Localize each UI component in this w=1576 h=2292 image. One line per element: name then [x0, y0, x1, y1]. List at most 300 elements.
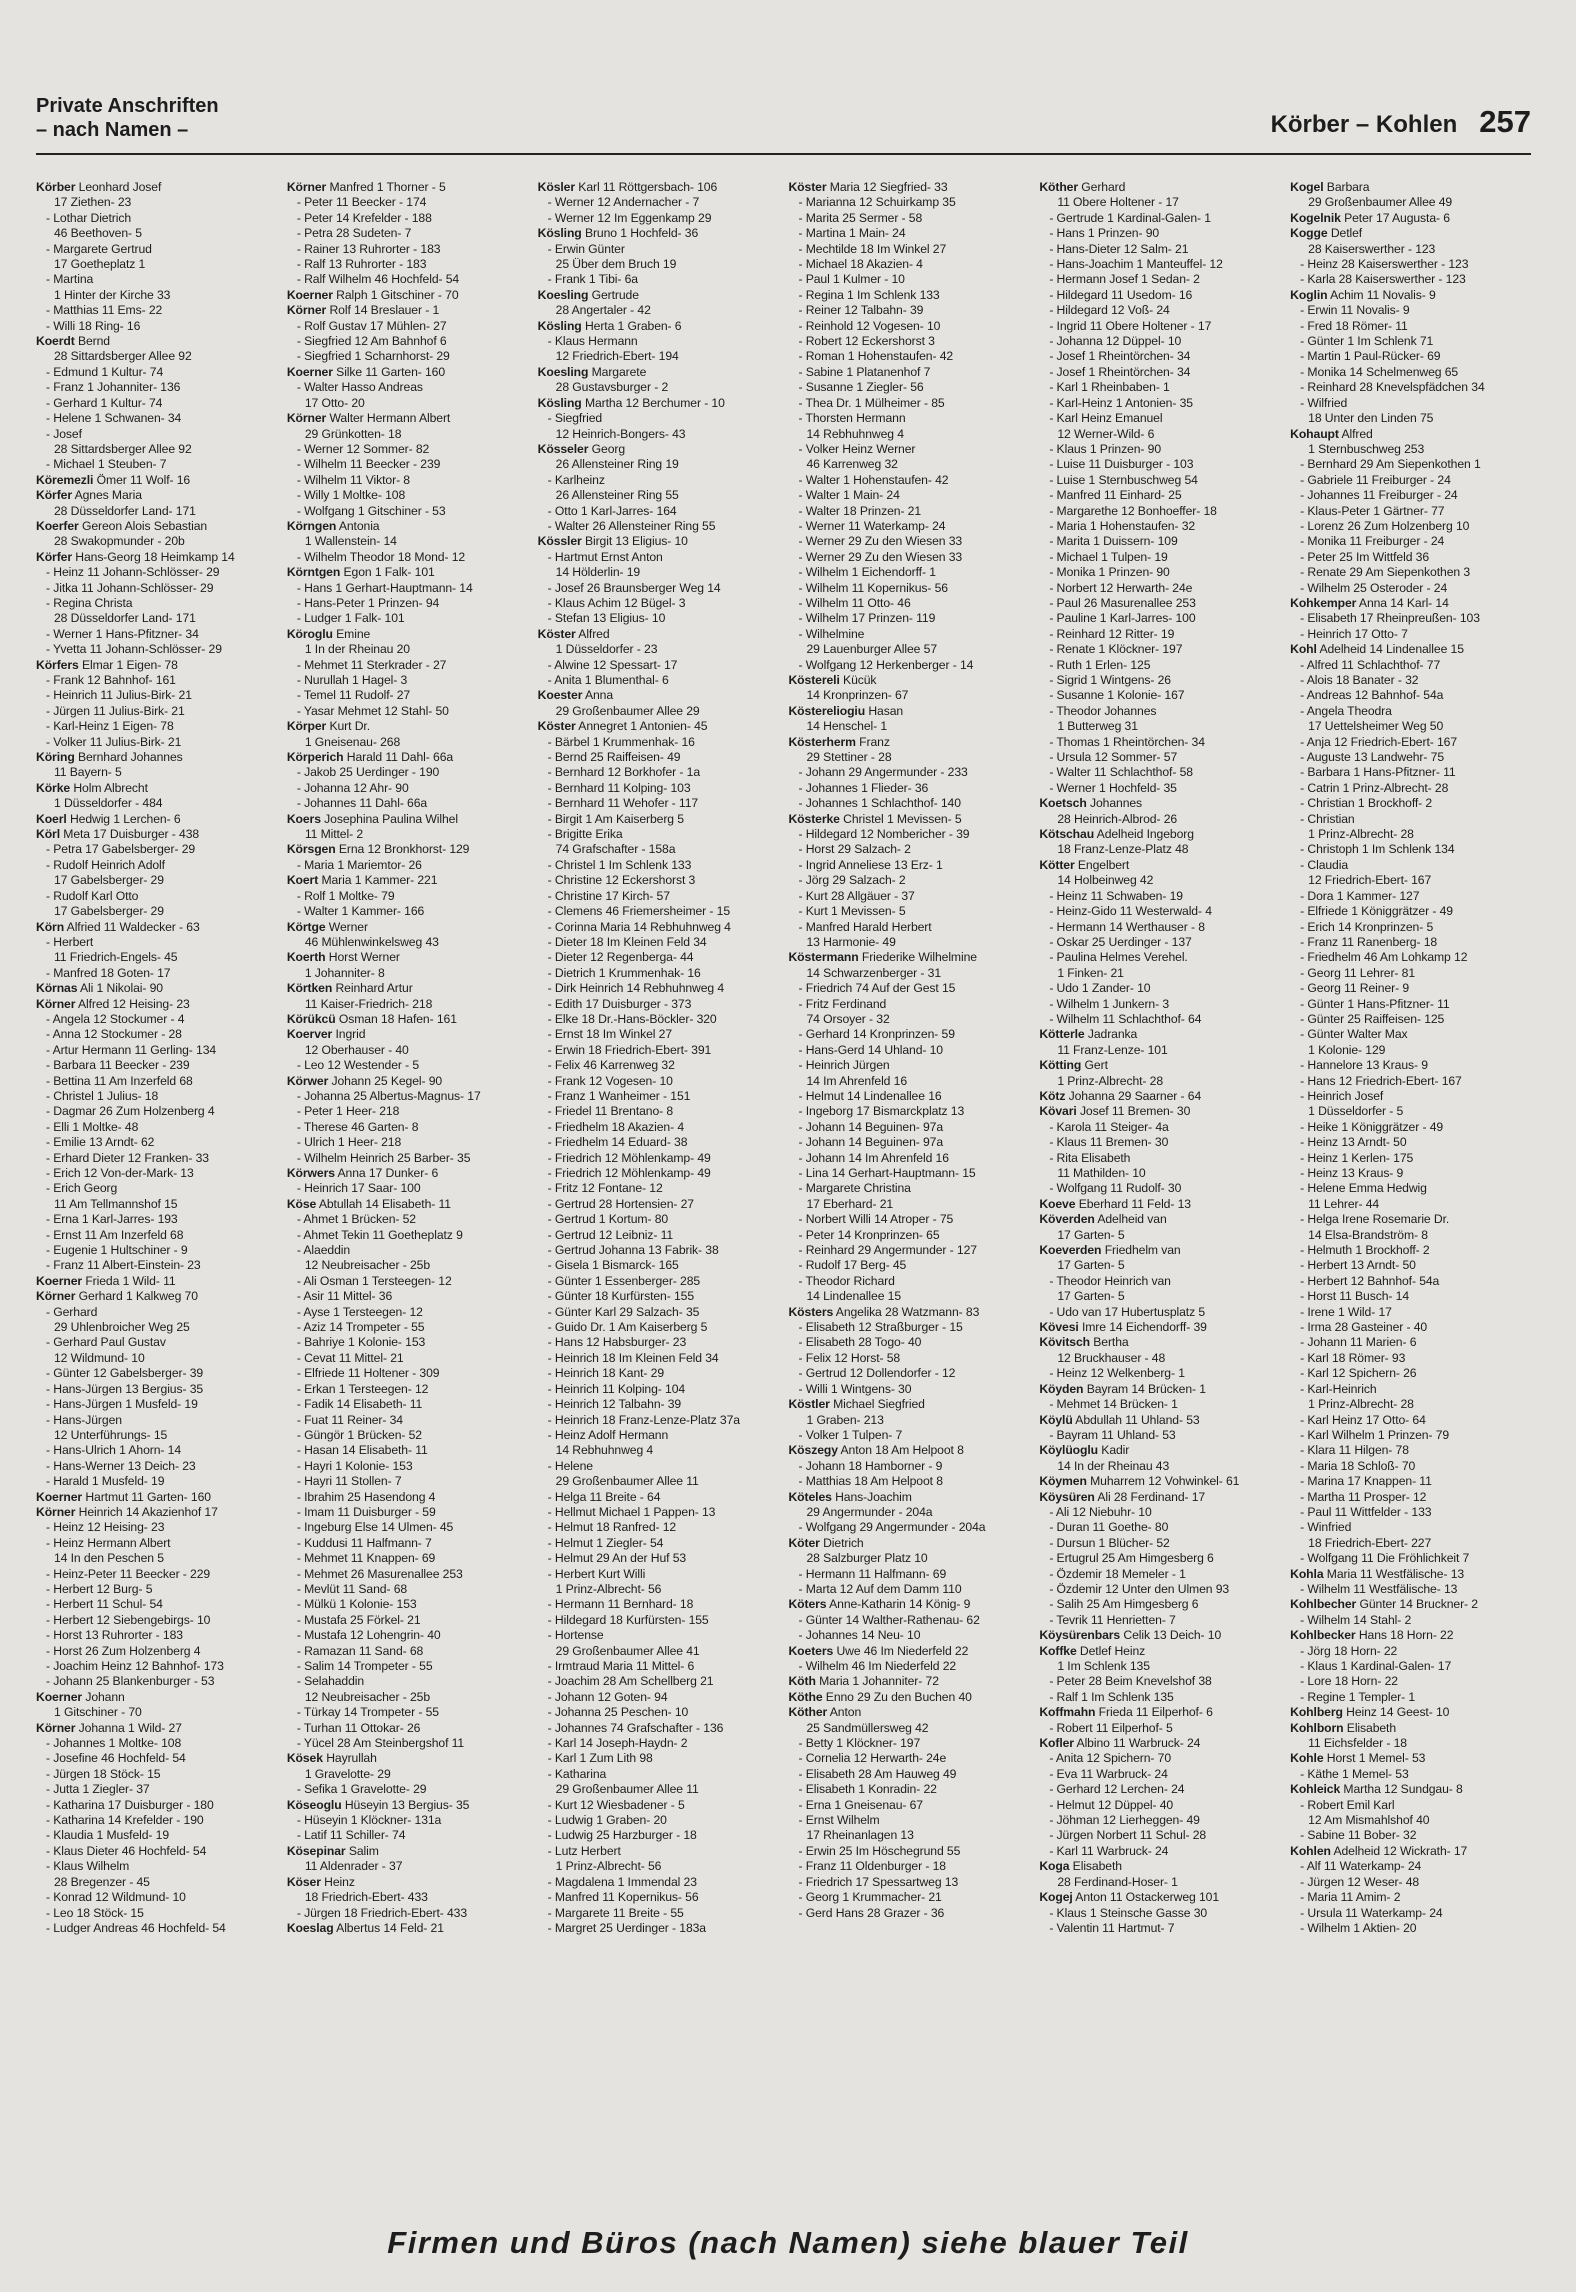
entry-address-continuation: 28 Bregenzer - 45	[54, 1874, 150, 1889]
entry-surname: Körl	[36, 827, 60, 842]
entry-detail: Maria 1 Kammer- 221	[318, 873, 438, 888]
directory-column	[1039, 180, 1280, 2095]
entry-detail: Gertrude	[588, 287, 639, 302]
entry-given-name-line: - Erich Georg	[46, 1181, 118, 1196]
entry-surname: Kösler	[537, 180, 575, 194]
entry-given-name-line: - Heinz 13 Kraus- 9	[1300, 1166, 1404, 1180]
entry-surname: Köstermann	[788, 950, 859, 965]
section-header	[36, 94, 219, 142]
entry-given-name-line: - Matthias 11 Ems- 22	[46, 303, 163, 318]
entry-detail: Alfred	[1338, 426, 1373, 441]
entry-given-name-line: - Regina Christa	[46, 595, 133, 610]
entry-detail: Elisabeth	[1069, 1859, 1122, 1874]
entry-detail: Anna	[582, 688, 614, 703]
entry-given-name-line: - Johanna 12 Ahr- 90	[296, 780, 409, 795]
entry-given-name-line: - Udo 1 Zander- 10	[1049, 981, 1151, 996]
entry-detail: Georg	[588, 441, 626, 456]
entry-given-name-line: - Dagmar 26 Zum Holzenberg 4	[46, 1104, 215, 1119]
entry-given-name-line: - Ahmet Tekin 11 Goetheplatz 9	[296, 1227, 463, 1242]
entry-address-continuation: 17 Uettelsheimer Weg 50	[1308, 719, 1444, 734]
entry-surname: Köring	[36, 750, 75, 765]
entry-given-name-line: - Rolf Gustav 17 Mühlen- 27	[296, 318, 447, 333]
entry-detail: Ali 28 Ferdinand- 17	[1094, 1489, 1206, 1504]
entry-detail: Ralph 1 Gitschiner - 70	[332, 287, 459, 302]
entry-surname: Kogel	[1290, 180, 1324, 194]
entry-address-continuation: 17 Gabelsberger- 29	[54, 873, 164, 888]
entry-given-name-line: - Erkan 1 Tersteegen- 12	[296, 1381, 429, 1396]
entry-given-name-line: - Wilhelm 11 Beecker - 239	[296, 457, 441, 472]
entry-address-continuation: 12 Werner-Wild- 6	[1057, 426, 1155, 441]
entry-given-name-line: - Margarete Christina	[798, 1181, 911, 1196]
entry-detail: Jadranka	[1084, 1027, 1138, 1042]
entry-detail: Margarete	[588, 364, 647, 379]
entry-given-name-line: - Hildegard 12 Nombericher - 39	[798, 827, 970, 842]
entry-detail: Detlef	[1327, 226, 1363, 241]
entry-surname: Köremezli	[36, 472, 94, 487]
entry-given-name-line: - Karla 28 Kaiserswerther - 123	[1300, 272, 1466, 287]
entry-given-name-line: - Walter 1 Kammer- 166	[296, 904, 425, 919]
entry-given-name-line: - Petra 17 Gabelsberger- 29	[46, 842, 196, 857]
entry-given-name-line: - Karl 1 Rheinbaben- 1	[1049, 380, 1170, 395]
entry-given-name-line: - Thorsten Hermann	[798, 411, 906, 426]
entry-surname-line	[287, 1074, 528, 1089]
entry-given-name-line: - Eva 11 Warbruck- 24	[1049, 1766, 1168, 1781]
entry-given-name-line: - Hasan 14 Elisabeth- 11	[296, 1443, 428, 1458]
entry-surname-line	[1039, 1320, 1280, 1335]
entry-given-name-line: - Paul 1 Kulmer - 10	[798, 272, 905, 287]
entry-given-name-line: - Alfred 11 Schlachthof- 77	[1300, 657, 1441, 672]
entry-given-name-line: - Selahaddin	[296, 1674, 365, 1689]
entry-given-name-line: - Turhan 11 Ottokar- 26	[296, 1720, 421, 1735]
entry-detail: Adelheid 12 Wickrath- 17	[1330, 1843, 1468, 1858]
entry-detail: Alfred 12 Heising- 23	[75, 996, 190, 1011]
entry-surname: Kövitsch	[1039, 1335, 1090, 1350]
entry-surname: Kogelnik	[1290, 210, 1341, 225]
entry-surname: Koerner	[286, 287, 333, 302]
entry-address-continuation: 17 Otto- 20	[304, 395, 365, 410]
entry-surname: Körükcü	[286, 1011, 336, 1026]
entry-surname-line	[36, 812, 277, 827]
entry-surname-line	[1290, 1628, 1531, 1643]
entry-surname-line	[1039, 1628, 1280, 1643]
entry-given-name-line: - Mehmet 11 Sterkrader - 27	[296, 657, 447, 672]
entry-surname: Köroglu	[286, 626, 333, 641]
entry-detail: Engelbert	[1074, 857, 1130, 872]
entry-surname: Kötschau	[1039, 827, 1095, 842]
entry-address-continuation: 12 Friedrich-Ebert- 194	[555, 349, 679, 364]
entry-given-name-line: - Ertugrul 25 Am Himgesberg 6	[1049, 1551, 1214, 1566]
entry-surname: Kohle	[1290, 1751, 1324, 1766]
entry-address-continuation: 11 Friedrich-Engels- 45	[54, 950, 178, 965]
entry-address-continuation: 1 Prinz-Albrecht- 28	[1057, 1073, 1164, 1088]
entry-detail: Hayrullah	[322, 1751, 377, 1766]
entry-given-name-line: - Johannes 11 Freiburger - 24	[1300, 488, 1458, 503]
entry-given-name-line: - Werner 1 Hans-Pfitzner- 34	[46, 626, 199, 641]
entry-given-name-line: - Walter 11 Schlachthof- 58	[1049, 765, 1193, 780]
entry-surname: Koert	[286, 873, 319, 888]
entry-given-name-line: - Heinrich Josef	[1300, 1088, 1384, 1103]
entry-given-name-line: - Helmut 12 Düppel- 40	[1049, 1797, 1174, 1812]
entry-surname-line	[287, 981, 528, 996]
entry-given-name-line: - Rainer 13 Ruhrorter - 183	[296, 241, 441, 256]
entry-address-continuation: 1 Hinter der Kirche 33	[54, 287, 171, 302]
entry-detail: Kurt Dr.	[326, 719, 370, 734]
entry-surname-line	[1039, 1335, 1280, 1350]
entry-detail: Gert	[1081, 1058, 1108, 1073]
entry-detail: Erna 12 Bronkhorst- 129	[335, 842, 470, 857]
entry-surname-line	[287, 303, 528, 318]
entry-given-name-line: - Werner 29 Zu den Wiesen 33	[798, 549, 963, 564]
entry-given-name-line: - Erhard Dieter 12 Franken- 33	[46, 1150, 209, 1165]
entry-given-name-line: - Maria 18 Schloß- 70	[1300, 1458, 1416, 1473]
entry-given-name-line: - Gerhard 14 Kronprinzen- 59	[798, 1027, 955, 1042]
entry-given-name-line: - Karola 11 Steiger- 4a	[1049, 1119, 1169, 1134]
entry-given-name-line: - Gerd Hans 28 Grazer - 36	[798, 1905, 945, 1920]
entry-surname-line	[287, 920, 528, 935]
entry-given-name-line: - Ali Osman 1 Tersteegen- 12	[296, 1273, 452, 1288]
entry-given-name-line: - Latif 11 Schiller- 74	[296, 1828, 406, 1843]
entry-given-name-line: - Josef 26 Braunsberger Weg 14	[547, 580, 721, 595]
entry-surname-line	[287, 565, 528, 580]
entry-given-name-line: - Ralf 13 Ruhrorter - 183	[296, 257, 427, 272]
entry-address-continuation: 29 Lauenburger Allee 57	[806, 642, 938, 657]
entry-detail: Rolf 14 Breslauer - 1	[326, 303, 440, 318]
entry-given-name-line: - Helene 1 Schwanen- 34	[46, 411, 182, 426]
entry-given-name-line: - Otto 1 Karl-Jarres- 164	[547, 503, 677, 518]
entry-surname-line	[1039, 1058, 1280, 1073]
entry-detail: Johann 25 Kegel- 90	[328, 1073, 443, 1088]
entry-surname: Kohlbecker	[1290, 1628, 1356, 1643]
entry-detail: Angelika 28 Watzmann- 83	[833, 1304, 980, 1319]
entry-surname-line	[36, 1490, 277, 1505]
entry-detail: Werner	[325, 919, 368, 934]
entry-surname: Koesling	[537, 364, 589, 379]
entry-address-continuation: 1 Düsseldorfer - 23	[555, 642, 658, 657]
entry-detail: Adelheid van	[1094, 1212, 1167, 1227]
entry-given-name-line: - Katharina 17 Duisburger - 180	[46, 1797, 214, 1812]
entry-address-continuation: 14 Schwarzenberger - 31	[806, 965, 942, 980]
entry-detail: Leonhard Josef	[75, 180, 162, 194]
entry-given-name-line: - Brigitte Erika	[547, 827, 623, 842]
entry-given-name-line: - Lore 18 Horn- 22	[1300, 1674, 1398, 1689]
entry-address-continuation: 74 Orsoyer - 32	[806, 1011, 890, 1026]
entry-given-name-line: - Renate 1 Klöckner- 197	[1049, 642, 1183, 657]
entry-given-name-line: - Ludwig 25 Harzburger - 18	[547, 1828, 697, 1843]
entry-given-name-line: - Dieter 12 Regenberga- 44	[547, 950, 694, 965]
entry-given-name-line: - Franz 1 Wanheimer - 151	[547, 1088, 691, 1103]
entry-surname: Köyden	[1039, 1381, 1084, 1396]
entry-given-name-line: - Nurullah 1 Hagel- 3	[296, 673, 408, 687]
entry-surname-line	[538, 365, 779, 380]
entry-given-name-line: - Anita 12 Spichern- 70	[1049, 1751, 1171, 1766]
entry-surname: Köysürenbars	[1039, 1628, 1121, 1643]
entry-given-name-line: - Reinhold 12 Vogesen- 10	[798, 318, 941, 333]
entry-given-name-line: - Salim 14 Trompeter - 55	[296, 1659, 433, 1673]
entry-given-name-line: - Alf 11 Waterkamp- 24	[1300, 1859, 1422, 1874]
entry-given-name-line: - Dora 1 Kammer- 127	[1300, 888, 1420, 903]
entry-given-name-line: - Jürgen Norbert 11 Schul- 28	[1049, 1828, 1207, 1843]
entry-given-name-line: - Reiner 12 Talbahn- 39	[798, 303, 924, 318]
entry-given-name-line: - Angela 12 Stockumer - 4	[46, 1011, 185, 1026]
entry-given-name-line: - Karl Heinz 17 Otto- 64	[1300, 1412, 1426, 1427]
entry-detail: Muharrem 12 Vohwinkel- 61	[1086, 1474, 1240, 1489]
entry-detail: Anna 14 Karl- 14	[1356, 595, 1449, 610]
entry-detail: Gerhard	[1077, 180, 1126, 194]
entry-given-name-line: - Theodor Heinrich van	[1049, 1273, 1171, 1288]
entry-given-name-line: - Valentin 11 Hartmut- 7	[1049, 1920, 1175, 1935]
entry-address-continuation: 29 Grünkotten- 18	[304, 426, 402, 441]
entry-surname-line	[788, 950, 1029, 965]
entry-given-name-line: - Mechtilde 18 Im Winkel 27	[798, 241, 947, 256]
entry-surname-line	[1290, 1721, 1531, 1736]
entry-detail: Ali 1 Nikolai- 90	[77, 981, 163, 996]
entry-given-name-line: - Salih 25 Am Himgesberg 6	[1049, 1597, 1199, 1612]
entry-surname-line	[287, 288, 528, 303]
entry-given-name-line: - Bernhard 29 Am Siepenkothen 1	[1300, 457, 1481, 472]
entry-given-name-line: - Ralf Wilhelm 46 Hochfeld- 54	[296, 272, 460, 287]
entry-given-name-line: - Frank 12 Vogesen- 10	[547, 1073, 673, 1088]
entry-surname: Kövari	[1039, 1104, 1077, 1119]
entry-given-name-line: - Rudolf Karl Otto	[46, 888, 139, 903]
entry-address-continuation: 29 Großenbaumer Allee 29	[555, 703, 700, 718]
entry-surname-line	[287, 1012, 528, 1027]
entry-given-name-line: - Bernhard 11 Wehofer - 117	[547, 796, 699, 811]
entry-given-name-line: - Herbert 12 Burg- 5	[46, 1581, 153, 1596]
entry-surname: Kohlen	[1290, 1843, 1331, 1858]
entry-surname: Körner	[36, 1720, 76, 1735]
entry-surname: Körper	[286, 719, 327, 734]
entry-address-continuation: 29 Stettiner - 28	[806, 750, 892, 765]
entry-given-name-line: - Heinrich 12 Talbahn- 39	[547, 1397, 682, 1412]
entry-surname: Kötterle	[1039, 1027, 1085, 1042]
entry-address-continuation: 29 Angermunder - 204a	[806, 1504, 933, 1519]
entry-given-name-line: - Siegfried	[547, 411, 603, 426]
entry-given-name-line: - Friedrich 17 Spessartweg 13	[798, 1874, 959, 1889]
entry-given-name-line: - Susanne 1 Ziegler- 56	[798, 380, 924, 395]
entry-given-name-line: - Cevat 11 Mittel- 21	[296, 1350, 404, 1365]
entry-surname-line	[1039, 1243, 1280, 1258]
entry-given-name-line: - Bernhard 11 Kolping- 103	[547, 780, 691, 795]
entry-surname-line	[287, 627, 528, 642]
entry-given-name-line: - Hortense	[547, 1628, 604, 1643]
entry-given-name-line: - Paul 26 Masurenallee 253	[1049, 595, 1196, 610]
entry-surname: Körner	[286, 180, 327, 194]
entry-address-continuation: 29 Uhlenbroicher Weg 25	[54, 1320, 190, 1335]
entry-surname: Koerth	[286, 950, 326, 965]
entry-detail: Maria 1 Johanniter- 72	[815, 1674, 939, 1689]
entry-given-name-line: - Harald 1 Musfeld- 19	[46, 1474, 165, 1489]
entry-given-name-line: - Käthe 1 Memel- 53	[1300, 1766, 1409, 1781]
entry-surname-line	[1039, 1212, 1280, 1227]
entry-surname-line	[36, 1721, 277, 1736]
entry-given-name-line: - Stefan 13 Eligius- 10	[547, 611, 666, 626]
entry-given-name-line: - Günter Karl 29 Salzach- 35	[547, 1304, 700, 1319]
entry-given-name-line: - Hans 12 Habsburger- 23	[547, 1335, 687, 1350]
entry-surname-line	[1039, 858, 1280, 873]
entry-given-name-line: - Christine 17 Kirch- 57	[547, 888, 670, 903]
entry-surname-line	[287, 1921, 528, 1936]
entry-surname-line	[788, 1443, 1029, 1458]
entry-address-continuation: 18 Unter den Linden 75	[1308, 411, 1434, 426]
page-number: 257	[1479, 104, 1531, 139]
entry-address-continuation: 11 Mittel- 2	[304, 827, 364, 842]
entry-given-name-line: - Willy 1 Moltke- 108	[296, 488, 406, 503]
entry-given-name-line: - Karl 1 Zum Lith 98	[547, 1751, 653, 1766]
entry-surname: Köverden	[1039, 1212, 1095, 1227]
entry-address-continuation: 74 Grafschafter - 158a	[555, 842, 676, 857]
entry-given-name-line: - Erna 1 Karl-Jarres- 193	[46, 1212, 178, 1227]
entry-surname-line	[1290, 1782, 1531, 1797]
entry-surname: Körber	[36, 180, 76, 194]
entry-surname-line	[788, 812, 1029, 827]
entry-given-name-line: - Josefine 46 Hochfeld- 54	[46, 1751, 186, 1766]
entry-given-name-line: - Erwin Günter	[547, 241, 625, 256]
entry-given-name-line: - Helmut 29 An der Huf 53	[547, 1551, 687, 1566]
entry-given-name-line: - Ralf 1 Im Schlenk 135	[1049, 1689, 1174, 1704]
entry-given-name-line: - Bernd 25 Raiffeisen- 49	[547, 750, 681, 765]
entry-given-name-line: - Catrin 1 Prinz-Albrecht- 28	[1300, 780, 1449, 795]
entry-surname: Köther	[788, 1705, 828, 1720]
entry-given-name-line: - Cornelia 12 Herwarth- 24e	[798, 1751, 947, 1766]
entry-given-name-line: - Wilhelm Theodor 18 Mond- 12	[296, 549, 466, 564]
entry-surname-line	[1039, 180, 1280, 195]
entry-detail: Bayram 14 Brücken- 1	[1083, 1381, 1206, 1396]
entry-detail: Hüseyin 13 Bergius- 35	[341, 1797, 470, 1812]
entry-surname: Köseoglu	[286, 1797, 342, 1812]
entry-given-name-line: - Lothar Dietrich	[46, 210, 131, 225]
entry-address-continuation: 29 Großenbaumer Allee 11	[555, 1782, 699, 1797]
entry-given-name-line: - Heinz 11 Schwaben- 19	[1049, 888, 1183, 903]
entry-given-name-line: - Karl-Heinrich	[1300, 1381, 1377, 1396]
entry-address-continuation: 14 Elsa-Brandström- 8	[1308, 1227, 1428, 1242]
entry-given-name-line: - Heinrich 18 Franz-Lenze-Platz 37a	[547, 1412, 740, 1427]
entry-address-continuation: 26 Allensteiner Ring 19	[555, 457, 679, 472]
entry-given-name-line: - Friedhelm 18 Akazien- 4	[547, 1119, 685, 1134]
entry-address-continuation: 17 Ziethen- 23	[54, 195, 132, 210]
entry-given-name-line: - Karl 18 Römer- 93	[1300, 1350, 1406, 1365]
entry-detail: Adelheid Ingeborg	[1094, 827, 1194, 842]
entry-surname-line	[538, 534, 779, 549]
entry-given-name-line: - Konrad 12 Wildmund- 10	[46, 1890, 186, 1905]
entry-given-name-line: - Marina 17 Knappen- 11	[1300, 1474, 1432, 1489]
entry-address-continuation: 14 Henschel- 1	[806, 719, 888, 734]
entry-given-name-line: - Horst 29 Salzach- 2	[798, 842, 911, 857]
entry-surname-line	[1290, 1567, 1531, 1582]
entry-given-name-line: - Heinz Hermann Albert	[46, 1535, 171, 1550]
entry-surname-line	[287, 411, 528, 426]
entry-address-continuation: 28 Heinrich-Albrod- 26	[1057, 811, 1178, 826]
entry-given-name-line: - Margarethe 12 Bonhoeffer- 18	[1049, 503, 1217, 518]
entry-address-continuation: 28 Düsseldorfer Land- 171	[54, 611, 196, 626]
entry-given-name-line: - Christian	[1300, 811, 1355, 826]
entry-detail: Albertus 14 Feld- 21	[333, 1920, 444, 1935]
entry-given-name-line: - Hans 1 Gerhart-Hauptmann- 14	[296, 580, 473, 595]
entry-surname-line	[36, 750, 277, 765]
entry-surname-line	[538, 288, 779, 303]
entry-surname-line	[287, 719, 528, 734]
entry-given-name-line: - Ingeburg Else 14 Ulmen- 45	[296, 1520, 454, 1535]
entry-given-name-line: - Heinz 28 Kaiserswerther - 123	[1300, 257, 1469, 272]
entry-surname: Koerl	[36, 811, 67, 826]
entry-given-name-line: - Gerhard Paul Gustav	[46, 1335, 166, 1350]
entry-given-name-line: - Felix 12 Horst- 58	[798, 1350, 901, 1365]
entry-address-continuation: 13 Harmonie- 49	[806, 934, 896, 949]
page-header-right	[1271, 104, 1531, 140]
entry-given-name-line: - Jürgen 18 Friedrich-Ebert- 433	[296, 1905, 468, 1920]
entry-detail: Achim 11 Novalis- 9	[1327, 287, 1436, 302]
entry-address-continuation: 1 Prinz-Albrecht- 56	[555, 1581, 662, 1596]
entry-given-name-line: - Anja 12 Friedrich-Ebert- 167	[1300, 734, 1458, 749]
entry-given-name-line: - Fritz Ferdinand	[798, 996, 887, 1011]
entry-surname-line	[1290, 596, 1531, 611]
entry-given-name-line: - Paulina Helmes Verehel.	[1049, 950, 1188, 965]
entry-surname: Koerfer	[36, 518, 79, 533]
entry-surname: Köters	[788, 1597, 827, 1612]
entry-given-name-line: - Peter 25 Im Wittfeld 36	[1300, 549, 1430, 564]
entry-detail: Anton 18 Am Helpoot 8	[837, 1443, 964, 1458]
entry-given-name-line: - Hildegard 18 Kurfürsten- 155	[547, 1612, 709, 1627]
entry-given-name-line: - Wolfgang 29 Angermunder - 204a	[798, 1520, 986, 1535]
entry-given-name-line: - Margret 25 Uerdinger - 183a	[547, 1920, 706, 1935]
entry-given-name-line: - Karlheinz	[547, 472, 605, 487]
entry-given-name-line: - Hans-Dieter 12 Salm- 21	[1049, 241, 1189, 256]
entry-given-name-line: - Norbert Willi 14 Atroper - 75	[798, 1212, 954, 1227]
entry-surname: Kösling	[537, 395, 582, 410]
entry-given-name-line: - Heinrich 17 Saar- 100	[296, 1181, 421, 1196]
entry-given-name-line: - Wilhelm 11 Otto- 46	[798, 595, 911, 610]
entry-surname: Kohla	[1290, 1566, 1324, 1581]
entry-given-name-line: - Ulrich 1 Heer- 218	[296, 1135, 402, 1150]
entry-given-name-line: - Klaus Achim 12 Bügel- 3	[547, 595, 686, 610]
entry-given-name-line: - Christel 1 Im Schlenk 133	[547, 857, 692, 872]
entry-given-name-line: - Heike 1 Königgrätzer - 49	[1300, 1119, 1444, 1134]
entry-given-name-line: - Özdemir 18 Memeler - 1	[1049, 1566, 1186, 1581]
entry-given-name-line: - Helmut 18 Ranfred- 12	[547, 1520, 677, 1535]
entry-given-name-line: - Johannes 14 Neu- 10	[798, 1628, 921, 1643]
entry-given-name-line: - Imam 11 Duisburger - 59	[296, 1504, 436, 1519]
entry-surname-line	[1039, 1413, 1280, 1428]
entry-detail: Günter 14 Bruckner- 2	[1356, 1597, 1478, 1612]
entry-given-name-line: - Johann 14 Im Ahrenfeld 16	[798, 1150, 949, 1165]
entry-detail: Ingrid	[332, 1027, 366, 1042]
entry-given-name-line: - Hildegard 11 Usedom- 16	[1049, 287, 1193, 302]
entry-detail: Karl 11 Röttgersbach- 106	[575, 180, 718, 194]
entry-address-continuation: 1 Finken- 21	[1057, 965, 1124, 980]
entry-address-continuation: 17 Gabelsberger- 29	[54, 904, 164, 919]
entry-detail: Meta 17 Duisburger - 438	[59, 827, 200, 842]
entry-surname: Körfers	[36, 657, 79, 672]
entry-surname: Körke	[36, 780, 71, 795]
entry-detail: Hasan	[865, 703, 904, 718]
entry-given-name-line: - Johann 14 Beguinen- 97a	[798, 1135, 944, 1150]
entry-given-name-line: - Günter 14 Walther-Rathenau- 62	[798, 1612, 980, 1627]
entry-given-name-line: - Pauline 1 Karl-Jarres- 100	[1049, 611, 1196, 626]
entry-given-name-line: - Fadik 14 Elisabeth- 11	[296, 1397, 423, 1412]
entry-address-continuation: 12 Heinrich-Bongers- 43	[555, 426, 686, 441]
entry-given-name-line: - Klaus 1 Steinsche Gasse 30	[1049, 1905, 1208, 1920]
entry-given-name-line: - Helene	[547, 1458, 593, 1473]
entry-given-name-line: - Karl-Heinz 1 Antonien- 35	[1049, 395, 1193, 410]
entry-given-name-line: - Hans-Ulrich 1 Ahorn- 14	[46, 1443, 182, 1458]
entry-given-name-line: - Oskar 25 Uerdinger - 137	[1049, 934, 1192, 949]
entry-given-name-line: - Karl 12 Spichern- 26	[1300, 1366, 1417, 1381]
directory-column	[1290, 180, 1531, 2095]
entry-given-name-line: - Karl-Heinz 1 Eigen- 78	[46, 719, 174, 734]
entry-given-name-line: - Horst 26 Zum Holzenberg 4	[46, 1643, 201, 1658]
entry-detail: Johanna 1 Wild- 27	[75, 1720, 182, 1735]
entry-given-name-line: - Günter 1 Essenberger- 285	[547, 1273, 701, 1288]
entry-surname: Kösek	[286, 1751, 323, 1766]
